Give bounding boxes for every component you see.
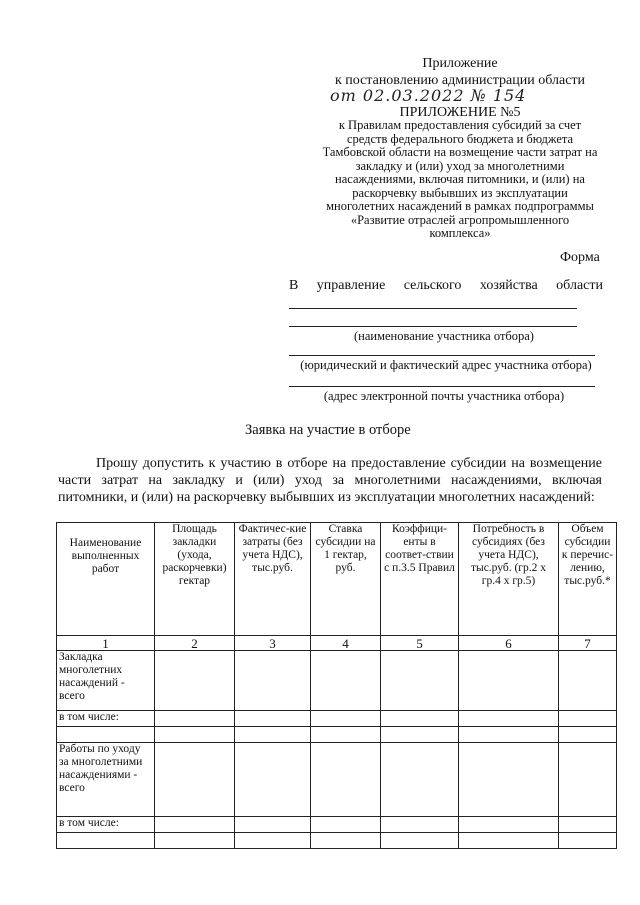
table-cell bbox=[381, 743, 459, 817]
rules-line: средств федерального бюджета и бюджета bbox=[346, 131, 574, 146]
table-cell bbox=[57, 727, 155, 743]
caption-participant-address: (юридический и фактический адрес участника отбора) bbox=[300, 358, 592, 372]
appendix-title: Приложение bbox=[422, 56, 498, 71]
rules-line: многолетних насаждений в рамках подпрограммы bbox=[326, 199, 594, 213]
table-cell bbox=[235, 711, 311, 727]
appendix-number: ПРИЛОЖЕНИЕ №5 bbox=[399, 105, 521, 120]
col-header-volume: Объем субсидии к перечис-лению, тыс.руб.* bbox=[559, 523, 617, 636]
col-header-need: Потребность в субсидиях (без учета НДС), тыс.руб. (гр.2 х гр.4 х гр.5) bbox=[459, 523, 559, 636]
table-cell bbox=[459, 711, 559, 727]
form-label: Форма bbox=[560, 250, 600, 265]
rules-line: Тамбовской области на возмещение части затрат на bbox=[322, 145, 598, 159]
table-row bbox=[57, 711, 617, 727]
table-cell bbox=[311, 711, 381, 727]
table-cell bbox=[311, 817, 381, 833]
rules-line: раскорчевку выбывших из эксплуатации bbox=[352, 185, 568, 200]
table-cell bbox=[381, 711, 459, 727]
table-cell bbox=[559, 817, 617, 833]
row-label-care: Работы по уходу за многолетними насаждениями - всего bbox=[57, 743, 155, 817]
table-cell bbox=[57, 833, 155, 849]
request-paragraph: Прошу допустить к участию в отборе на предоставление субсидии на возмещение части затрат на закладку и (или) уход за многолетними насаждениями, включая питомники, и (или) на раскорчевку выбывших из эксплуатации многолетних насаждений: bbox=[58, 456, 602, 505]
table-row bbox=[57, 817, 617, 833]
column-number: 4 bbox=[311, 636, 381, 651]
column-numbers-row bbox=[57, 636, 617, 651]
table-cell bbox=[459, 833, 559, 849]
rules-line: закладку и (или) уход за многолетними bbox=[355, 158, 565, 173]
table-row bbox=[57, 743, 617, 817]
table-row bbox=[57, 833, 617, 849]
table-cell bbox=[311, 727, 381, 743]
table-cell bbox=[155, 727, 235, 743]
col-header-coefficients: Коэффици-енты в соответ-ствии с п.3.5 Правил bbox=[381, 523, 459, 636]
subsidy-table bbox=[56, 522, 617, 849]
table-cell bbox=[235, 651, 311, 711]
table-cell bbox=[235, 833, 311, 849]
table-cell bbox=[155, 711, 235, 727]
table-cell bbox=[459, 727, 559, 743]
table-cell bbox=[381, 727, 459, 743]
column-number: 1 bbox=[57, 636, 155, 651]
column-number: 5 bbox=[381, 636, 459, 651]
caption-participant-email: (адрес электронной почты участника отбора) bbox=[323, 389, 565, 403]
table-cell bbox=[311, 651, 381, 711]
table-cell bbox=[381, 833, 459, 849]
table-cell bbox=[559, 651, 617, 711]
blank-line bbox=[289, 308, 577, 309]
appendix-to: к постановлению администрации области bbox=[334, 73, 586, 88]
row-label-planting: Закладка многолетних насаждений - всего bbox=[57, 651, 155, 711]
table-cell bbox=[235, 727, 311, 743]
table-cell bbox=[559, 833, 617, 849]
table-header-row bbox=[57, 523, 617, 636]
table-cell bbox=[559, 711, 617, 727]
table-cell bbox=[559, 743, 617, 817]
table-row bbox=[57, 651, 617, 711]
rules-line: насаждениями, включая питомники, и (или) на bbox=[335, 172, 585, 186]
table-cell bbox=[311, 743, 381, 817]
column-number: 6 bbox=[459, 636, 559, 651]
table-cell bbox=[155, 743, 235, 817]
table-cell bbox=[235, 743, 311, 817]
table-cell bbox=[459, 743, 559, 817]
column-number: 2 bbox=[155, 636, 235, 651]
column-number: 7 bbox=[559, 636, 617, 651]
table-cell bbox=[459, 651, 559, 711]
table-cell bbox=[155, 817, 235, 833]
table-cell bbox=[235, 817, 311, 833]
blank-line bbox=[289, 355, 595, 356]
table-cell bbox=[459, 817, 559, 833]
blank-line bbox=[289, 386, 595, 387]
document-title: Заявка на участие в отборе bbox=[245, 422, 411, 438]
caption-participant-name: (наименование участника отбора) bbox=[354, 329, 534, 343]
blank-line bbox=[289, 326, 577, 327]
rules-line: к Правилам предоставления субсидий за счет bbox=[338, 118, 582, 132]
table-cell bbox=[311, 833, 381, 849]
row-label-including: в том числе: bbox=[57, 817, 155, 833]
column-number: 3 bbox=[235, 636, 311, 651]
rules-line: «Развитие отраслей агропромышленного bbox=[350, 212, 570, 227]
addressee-line: В управление сельского хозяйства области bbox=[289, 278, 603, 293]
row-label-including: в том числе: bbox=[57, 711, 155, 727]
table-cell bbox=[381, 817, 459, 833]
table-cell bbox=[381, 651, 459, 711]
col-header-rate: Ставка субсидии на 1 гектар, руб. bbox=[311, 523, 381, 636]
table-cell bbox=[155, 833, 235, 849]
table-row bbox=[57, 727, 617, 743]
table-cell bbox=[559, 727, 617, 743]
col-header-area: Площадь закладки (ухода, раскорчевки) гектар bbox=[155, 523, 235, 636]
handwritten-date-number: от 02.03.2022 № 154 bbox=[330, 86, 527, 105]
col-header-actual-costs: Фактичес-кие затраты (без учета НДС), тыс.руб. bbox=[235, 523, 311, 636]
table-cell bbox=[155, 651, 235, 711]
rules-line: комплекса» bbox=[429, 226, 491, 240]
rules-description bbox=[300, 119, 620, 241]
col-header-work-name: Наименование выполненных работ bbox=[57, 523, 155, 636]
